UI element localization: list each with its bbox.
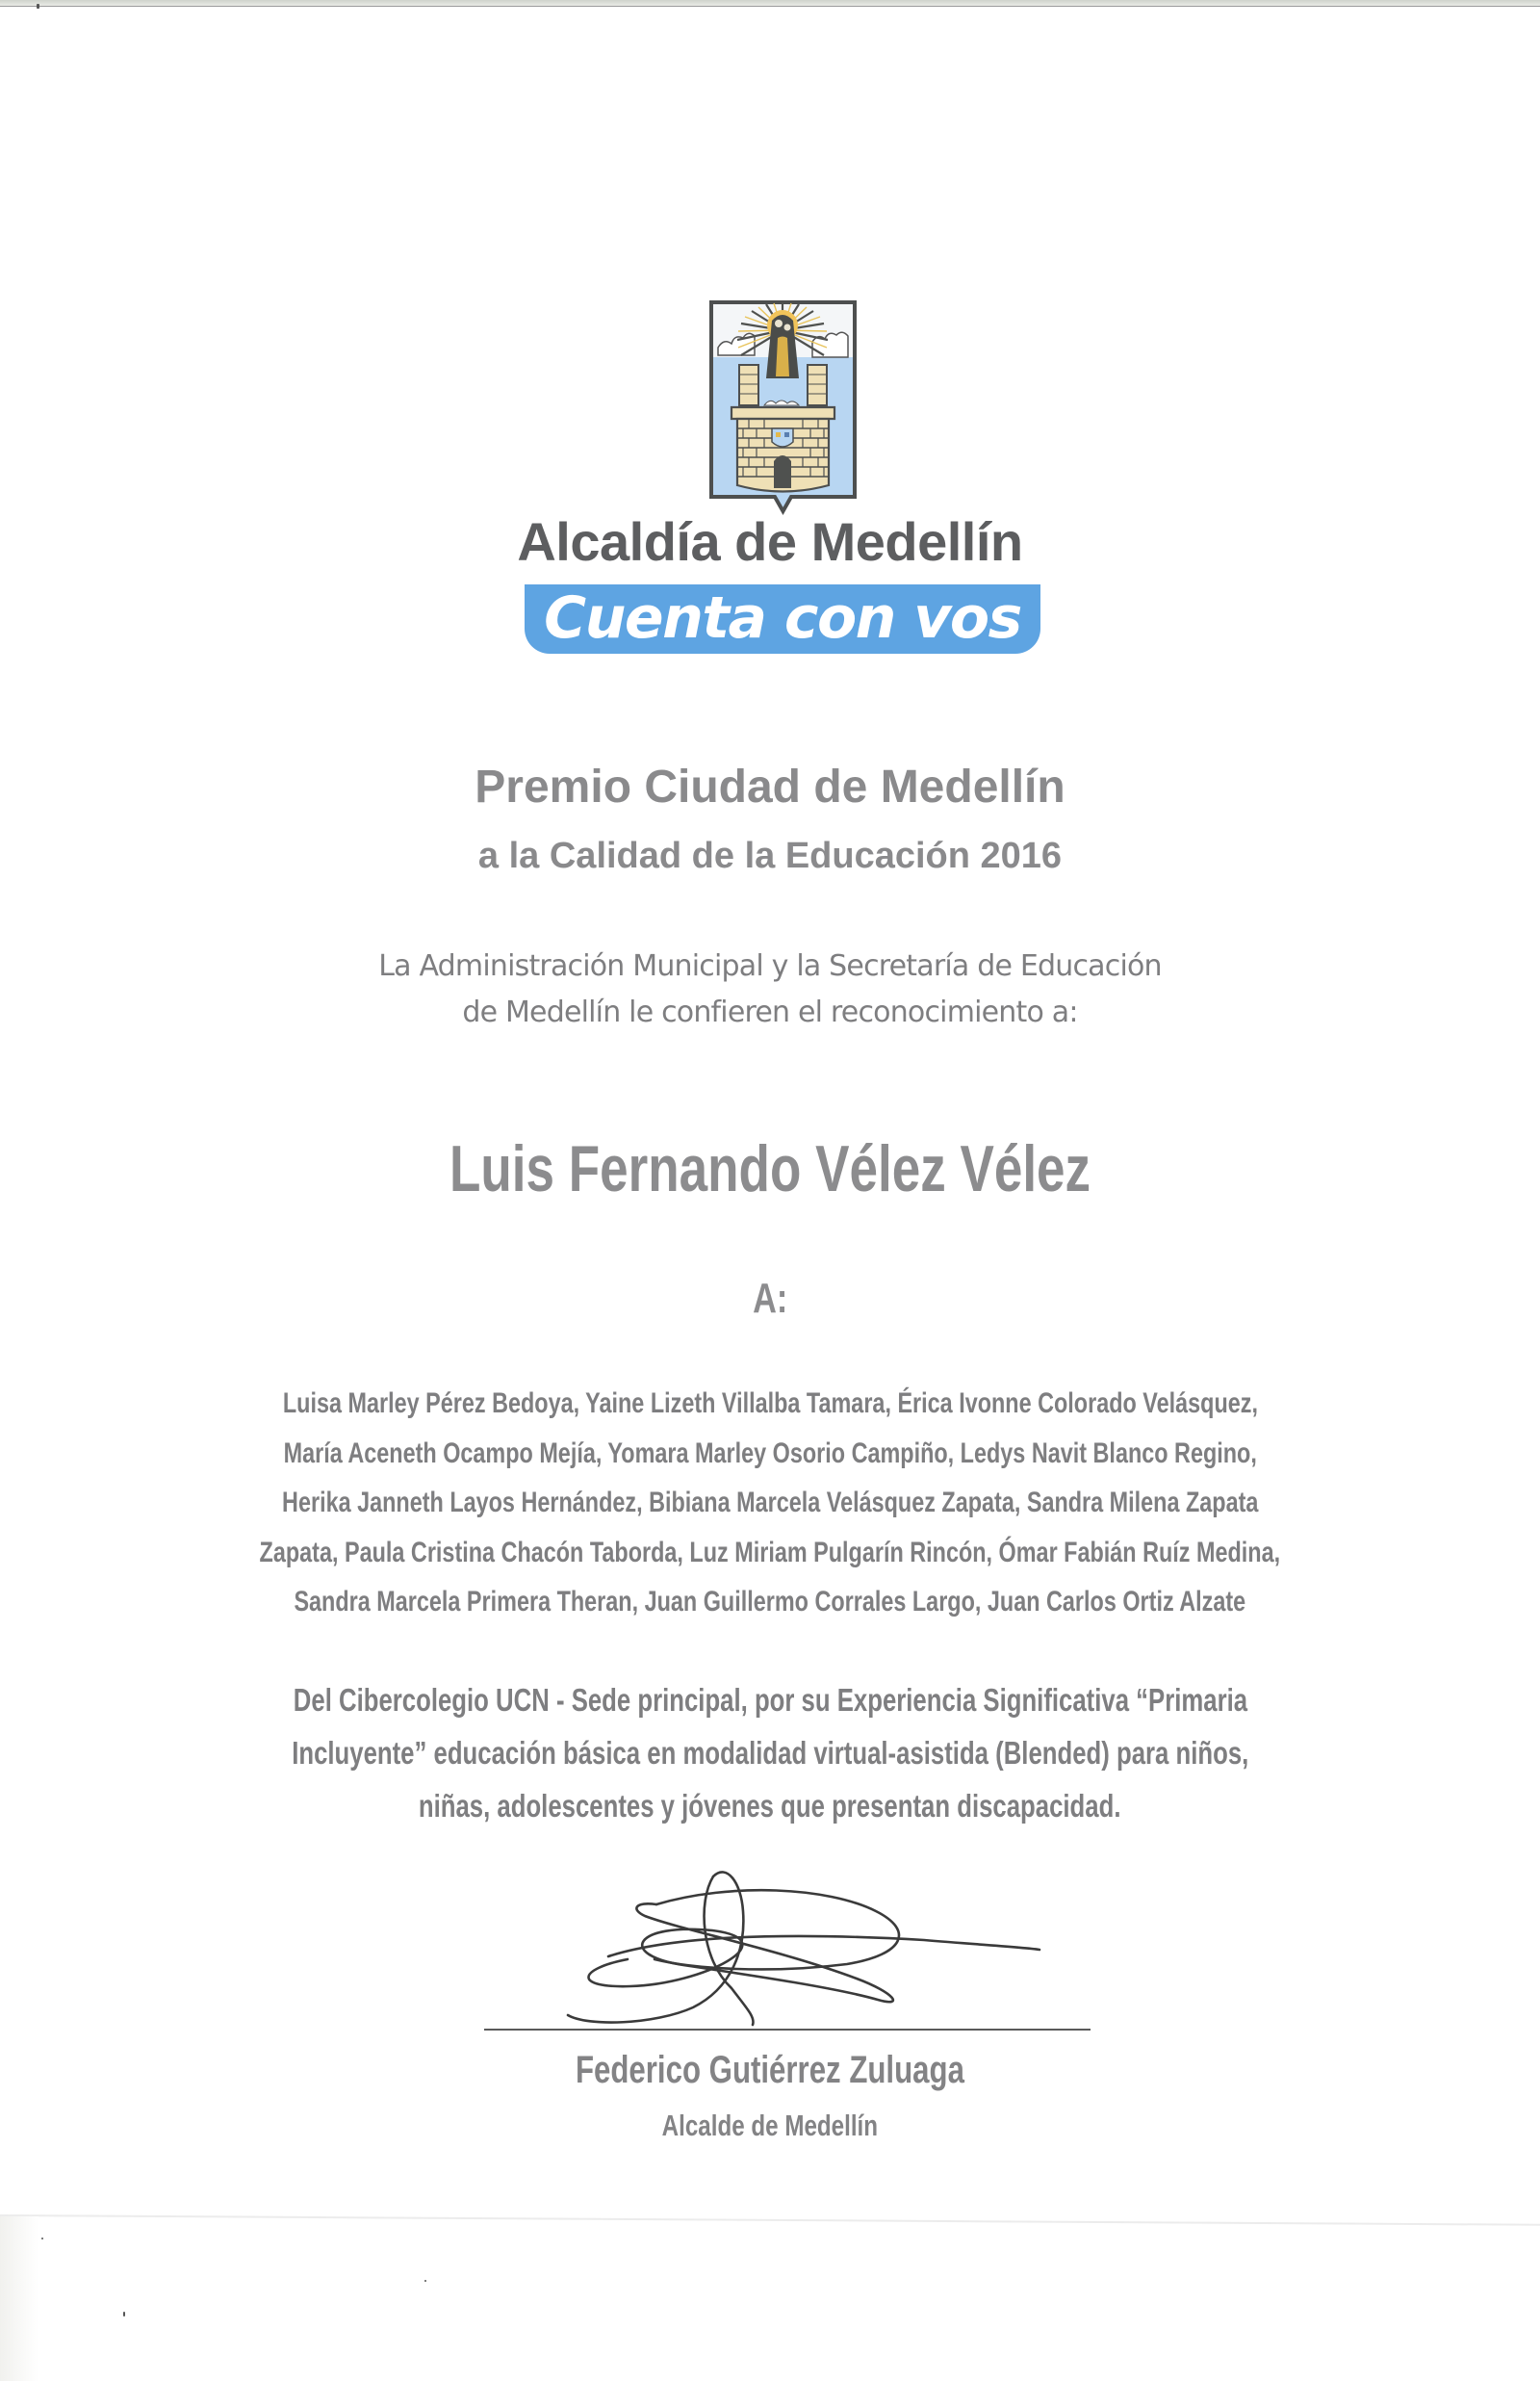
recipient-block	[0, 1132, 1540, 1205]
scan-edge-shade	[0, 2216, 38, 2381]
handwritten-signature-icon	[539, 1863, 1059, 2027]
signer-title-block	[0, 2110, 1540, 2140]
team-line: Sandra Marcela Primera Theran, Juan Guillermo Corrales Largo, Juan Carlos Ortiz Alzate	[294, 1586, 1246, 1618]
signer-name: Federico Gutiérrez Zuluaga	[576, 2049, 964, 2091]
recipient-name: Luis Fernando Vélez Vélez	[449, 1132, 1091, 1205]
scan-speck	[37, 4, 39, 9]
award-title: Premio Ciudad de Medellín	[475, 762, 1065, 813]
reason-line: Incluyente” educación básica en modalidad virtual-asistida (Blended) para niños,	[291, 1735, 1249, 1771]
scan-fold-line	[0, 2214, 1540, 2226]
medellin-coat-of-arms-icon	[708, 299, 858, 520]
scan-edge-top	[0, 0, 1540, 7]
award-subtitle: a la Calidad de la Educación 2016	[477, 836, 1063, 876]
team-line: Luisa Marley Pérez Bedoya, Yaine Lizeth Villalba Tamara, Érica Ivonne Colorado Velásquez,	[282, 1387, 1258, 1419]
award-reason	[0, 1673, 1540, 1832]
slogan-text: Cuenta con vos	[544, 584, 1021, 652]
scan-speck	[41, 2238, 43, 2239]
team-line: Zapata, Paula Cristina Chacón Taborda, Luz Miriam Pulgarín Rincón, Ómar Fabián Ruíz Medina,	[259, 1536, 1281, 1568]
scan-speck	[424, 2280, 426, 2282]
reason-line: niñas, adolescentes y jóvenes que presentan discapacidad.	[419, 1788, 1121, 1824]
intro-line: de Medellín le confieren el reconocimiento a:	[462, 996, 1078, 1029]
team-members	[0, 1379, 1540, 1627]
to-label-block	[0, 1275, 1540, 1322]
award-intro	[0, 944, 1540, 1036]
to-label: A:	[752, 1275, 788, 1322]
scan-speck	[123, 2312, 125, 2316]
intro-line: La Administración Municipal y la Secretaría de Educación	[378, 949, 1162, 983]
signer-title: Alcalde de Medellín	[661, 2109, 879, 2142]
slogan-banner	[525, 584, 1040, 654]
signature-line	[484, 2029, 1091, 2031]
signer-name-block	[0, 2051, 1540, 2089]
reason-line: Del Cibercolegio UCN - Sede principal, por su Experiencia Significativa “Primaria	[293, 1682, 1247, 1718]
organization-name: Alcaldía de Medellín	[517, 511, 1023, 572]
team-line: María Aceneth Ocampo Mejía, Yomara Marley Osorio Campiño, Ledys Navit Blanco Regino,	[283, 1436, 1257, 1469]
team-line: Herika Janneth Layos Hernández, Bibiana Marcela Velásquez Zapata, Sandra Milena Zapata	[281, 1487, 1259, 1518]
